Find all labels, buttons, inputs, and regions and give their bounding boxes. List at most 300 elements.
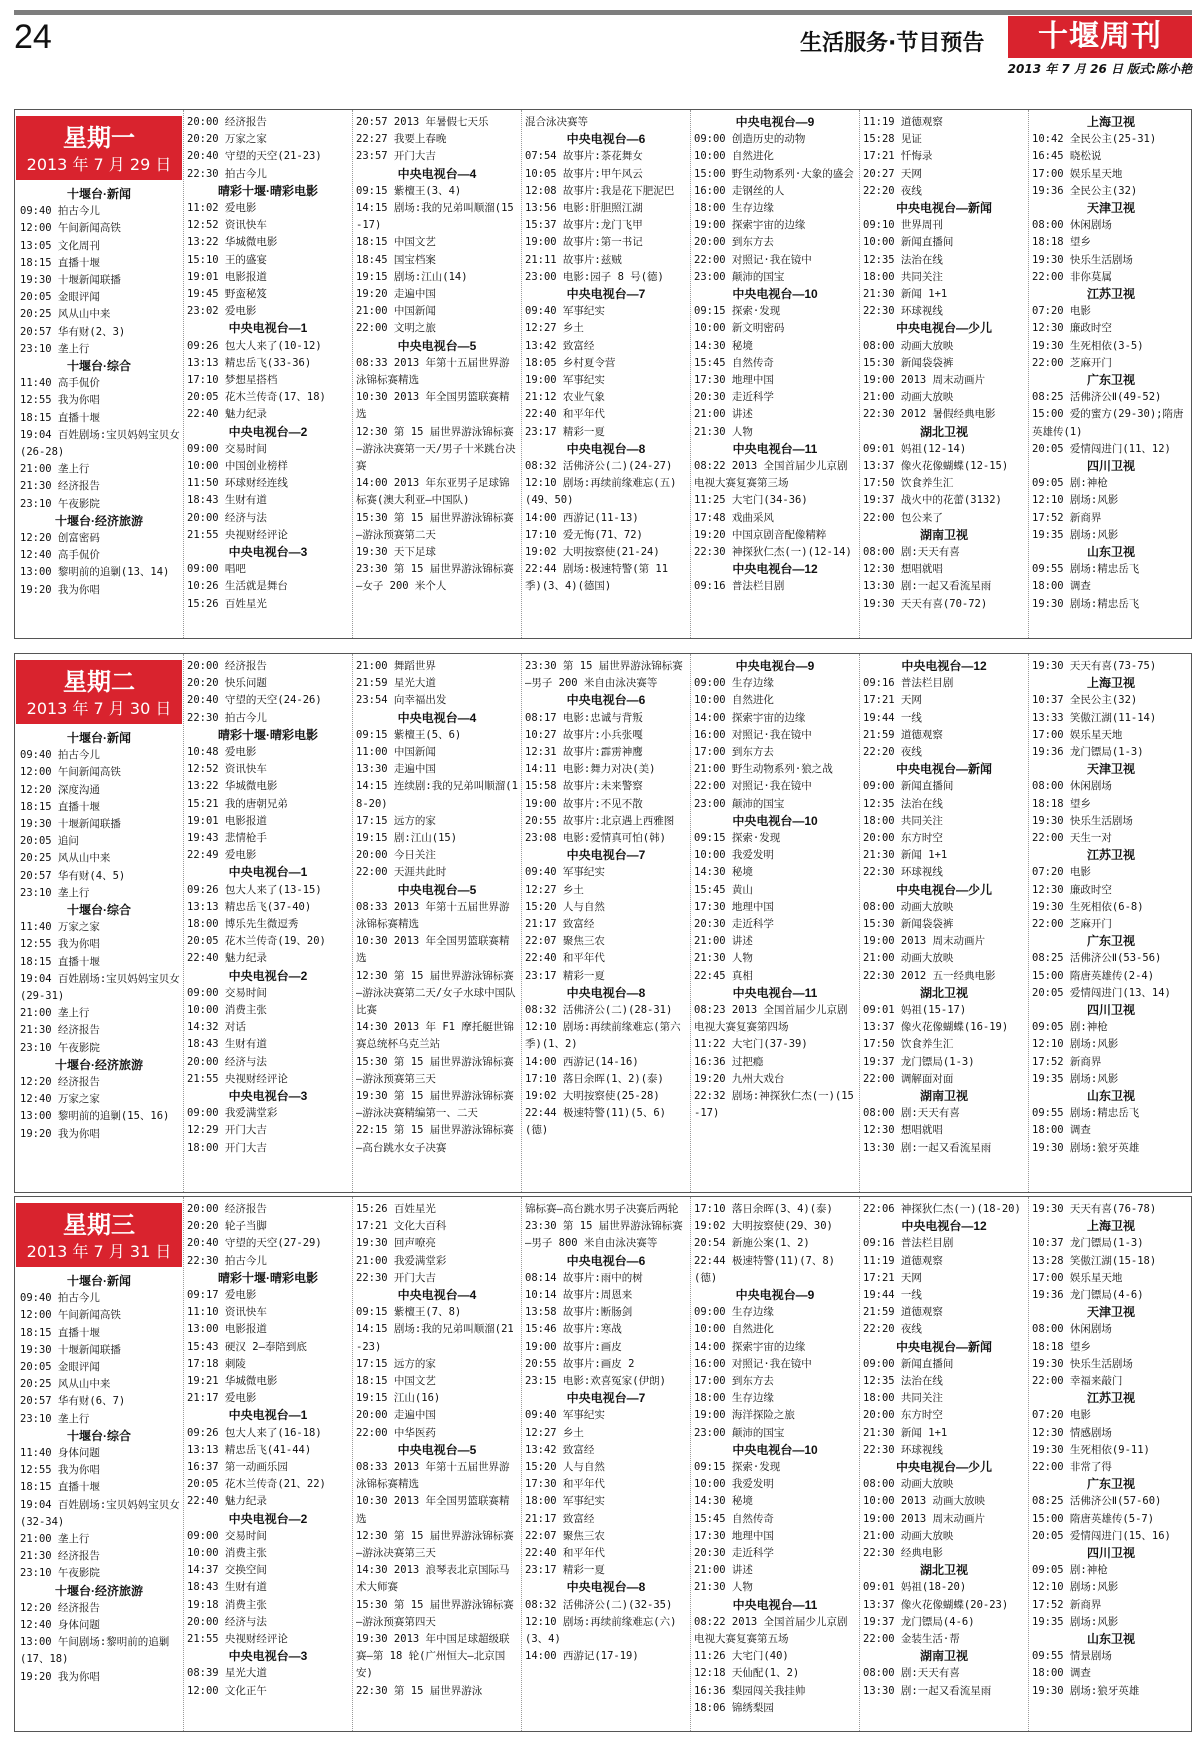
program-listing: 10:00 自然进化 xyxy=(694,1323,774,1336)
program-listing: 13:33 笑傲江湖(11-14) xyxy=(1032,711,1157,724)
channel-header: 江苏卫视 xyxy=(1086,1391,1135,1406)
program-listing: 11:19 道德观察 xyxy=(863,116,943,128)
program-listing: 19:37 龙门镖局(1-3) xyxy=(863,1055,975,1068)
program-listing: 15:00 爱的蜜方(29-30);隋唐英雄传(1) xyxy=(1032,408,1184,438)
program-listing: 09:00 唱吧 xyxy=(187,563,246,576)
program-listing: 15:30 第 15 届世界游泳锦标赛—游泳预赛第二天 xyxy=(356,511,514,541)
program-listing: 15:45 黄山 xyxy=(694,883,753,896)
program-listing: 14:11 电影:舞力对决(美) xyxy=(525,763,656,776)
program-listing: 20:40 守望的天空(21-23) xyxy=(187,150,322,163)
program-listing: 20:57 2013 年暑假七天乐 xyxy=(356,116,489,128)
day-header xyxy=(16,116,182,180)
program-listing: 09:26 包大人来了(10-12) xyxy=(187,339,322,352)
channel-header: 天津卫视 xyxy=(1086,1305,1135,1320)
channel-header: 中央电视台—8 xyxy=(566,441,646,456)
program-listing: 22:30 第 15 届世界游泳 xyxy=(356,1684,483,1697)
program-listing: 20:05 花木兰传奇(21、22) xyxy=(187,1478,326,1491)
program-listing: 19:30 剧场:精忠岳飞 xyxy=(1032,597,1140,610)
channel-header: 十堰台·经济旅游 xyxy=(55,513,143,528)
channel-header: 山东卫视 xyxy=(1086,545,1135,560)
program-listing: 09:05 剧:神枪 xyxy=(1032,477,1108,490)
program-listing: 08:00 休闲剧场 xyxy=(1032,780,1112,793)
schedule-column xyxy=(1029,110,1193,638)
program-listing: 19:00 故事片:第一书记 xyxy=(525,236,643,249)
channel-header: 中央电视台—11 xyxy=(732,1597,818,1612)
channel-header: 中央电视台—少儿 xyxy=(895,1460,992,1475)
program-listing: 17:00 娱乐星天地 xyxy=(1032,728,1123,741)
program-listing: 18:15 直播十堰 xyxy=(20,1481,100,1494)
program-listing: 23:10 垄上行 xyxy=(20,886,90,899)
program-listing: 17:15 远方的家 xyxy=(356,1357,436,1370)
channel-header: 中央电视台—新闻 xyxy=(895,201,992,216)
program-listing: 08:39 星光大道 xyxy=(187,1667,267,1680)
program-listing: 08:33 2013 年第十五届世界游泳锦标赛精选 xyxy=(356,900,510,931)
program-listing: 11:26 大宅门(40) xyxy=(694,1650,789,1663)
channel-header: 中央电视台—12 xyxy=(732,562,818,577)
program-listing: 07:54 故事片:茶花舞女 xyxy=(525,150,643,163)
program-listing: 21:30 新闻 1+1 xyxy=(863,849,948,862)
program-listing: 12:20 经济报告 xyxy=(20,1601,100,1614)
program-listing: 22:20 夜线 xyxy=(863,1323,922,1336)
program-listing: 20:00 经济与法 xyxy=(187,1615,267,1628)
channel-header: 山东卫视 xyxy=(1086,1632,1135,1647)
program-listing: 13:37 像火花像蝴蝶(20-23) xyxy=(863,1598,1009,1611)
program-listing: 21:00 讲述 xyxy=(694,408,753,421)
program-listing: 20:05 金眼评闻 xyxy=(20,1361,100,1374)
schedule-column xyxy=(1029,654,1193,1192)
program-listing: 12:30 廉政时空 xyxy=(1032,322,1112,335)
program-listing: 14:00 西游记(17-19) xyxy=(525,1650,639,1663)
program-listing: 18:00 军事纪实 xyxy=(525,1495,605,1508)
program-listing: 15:30 第 15 届世界游泳锦标赛—游泳预赛第三天 xyxy=(356,1055,514,1085)
program-listing: 19:37 战火中的花蕾(3132) xyxy=(863,494,1002,507)
program-listing: 17:21 忏悔录 xyxy=(863,150,933,163)
program-listing: 19:00 故事片:画皮 xyxy=(525,1340,622,1353)
channel-header: 中央电视台—7 xyxy=(566,1391,646,1406)
channel-header: 中央电视台—8 xyxy=(566,1580,646,1595)
program-listing: 21:30 经济报告 xyxy=(20,480,100,493)
channel-header: 十堰台·新闻 xyxy=(67,1274,131,1288)
schedule-column xyxy=(691,110,860,638)
program-listing: 10:00 我爱发明 xyxy=(694,849,774,862)
program-listing: 22:00 芝麻开门 xyxy=(1032,356,1112,369)
program-listing: 13:22 华城微电影 xyxy=(187,236,278,249)
program-listing: 12:30 第 15 届世界游泳锦标赛—游泳决赛第二天/女子水球中国队比赛 xyxy=(356,969,516,1017)
channel-header: 湖南卫视 xyxy=(919,1089,968,1104)
program-listing: 19:15 剧场:江山(14) xyxy=(356,270,468,283)
program-listing: 07:20 电影 xyxy=(1032,866,1091,879)
program-listing: 锦标赛—高台跳水男子决赛后两轮 xyxy=(525,1203,679,1215)
channel-header: 江苏卫视 xyxy=(1086,287,1135,302)
program-listing: 22:00 非你莫属 xyxy=(1032,270,1112,283)
program-listing: 22:30 开门大吉 xyxy=(356,1271,436,1284)
schedule-column xyxy=(15,1197,184,1731)
program-listing: 13:00 黎明前的追剿(13、14) xyxy=(20,566,170,579)
program-listing: 19:30 生死相依(9-11) xyxy=(1032,1443,1150,1456)
program-listing: 20:27 天网 xyxy=(863,167,922,180)
program-listing: 12:40 高手侃价 xyxy=(20,549,100,562)
program-listing: 09:01 妈祖(15-17) xyxy=(863,1004,967,1017)
program-listing: 18:43 生财有道 xyxy=(187,1038,267,1051)
program-listing: 19:30 生死相依(3-5) xyxy=(1032,339,1144,352)
program-listing: 19:36 龙门镖局(1-3) xyxy=(1032,746,1144,759)
program-listing: 12:10 剧场:再续前缘难忘(五)(49、50) xyxy=(525,477,677,507)
program-listing: 09:05 剧:神枪 xyxy=(1032,1564,1108,1577)
program-listing: 19:00 军事纪实 xyxy=(525,374,605,387)
program-listing: 19:21 华城微电影 xyxy=(187,1375,278,1388)
program-listing: 21:59 道德观察 xyxy=(863,1306,943,1319)
program-listing: 22:45 真相 xyxy=(694,969,753,982)
program-listing: 08:00 动画大放映 xyxy=(863,1478,954,1491)
program-listing: 09:16 普法栏目剧 xyxy=(863,1237,954,1250)
program-listing: 23:30 第 15 届世界游泳锦标赛—女子 200 米个人 xyxy=(356,563,514,593)
program-listing: 21:30 人物 xyxy=(694,1581,753,1594)
program-listing: 13:42 致富经 xyxy=(525,339,595,352)
program-listing: 09:00 交易时间 xyxy=(187,986,267,999)
program-listing: 21:00 动画大放映 xyxy=(863,391,954,404)
program-listing: 12:20 经济报告 xyxy=(20,1076,100,1089)
program-listing: 15:00 隋唐英雄传(5-7) xyxy=(1032,1512,1155,1525)
program-listing: 17:00 到东方去 xyxy=(694,746,774,759)
schedule-column xyxy=(860,110,1029,638)
program-listing: 09:00 我爱满堂彩 xyxy=(187,1107,278,1120)
program-listing: 12:55 我为你唱 xyxy=(20,1464,100,1477)
program-listing: 11:25 大宅门(34-36) xyxy=(694,494,808,507)
program-listing: 18:18 望乡 xyxy=(1032,236,1091,249)
program-listing: 20:57 华有财(6、7) xyxy=(20,1395,126,1408)
program-listing: 21:11 故事片:兹贼 xyxy=(525,253,622,266)
program-listing: 21:59 星光大道 xyxy=(356,677,436,690)
channel-header: 十堰台·经济旅游 xyxy=(55,1583,143,1598)
program-listing: 10:00 消费主张 xyxy=(187,1004,267,1017)
channel-header: 中央电视台—8 xyxy=(566,985,646,1000)
program-listing: 09:40 拍古今儿 xyxy=(20,749,100,762)
program-listing: 10:30 2013 年全国男篮联赛精选 xyxy=(356,1495,510,1525)
day-date: 2013 年 7 月 30 日 xyxy=(26,699,172,718)
program-listing: 17:50 饮食养生汇 xyxy=(863,1038,954,1051)
channel-header: 十堰台·新闻 xyxy=(67,187,131,201)
program-listing: 08:17 电影:忠诚与背叛 xyxy=(525,711,643,724)
program-listing: 18:18 望乡 xyxy=(1032,797,1091,810)
schedule-column xyxy=(691,1197,860,1731)
program-listing: 17:30 地理中国 xyxy=(694,1529,774,1542)
program-listing: 09:15 紫檀王(5、6) xyxy=(356,728,462,741)
program-listing: 20:20 轮子当脚 xyxy=(187,1220,267,1233)
program-listing: 23:30 第 15 届世界游泳锦标赛—男子 200 米自由泳决赛等 xyxy=(525,660,683,690)
channel-header: 晴彩十堰·晴彩电影 xyxy=(218,727,318,742)
channel-header: 中央电视台—4 xyxy=(397,1288,477,1303)
program-listing: 14:30 2013 年 F1 摩托艇世锦赛总统杯乌克兰站 xyxy=(356,1021,514,1051)
program-listing: 14:30 2013 浪琴表北京国际马术大师赛 xyxy=(356,1564,510,1594)
program-listing: 23:17 精彩一夏 xyxy=(525,425,605,438)
program-listing: 12:30 第 15 届世界游泳锦标赛—游泳决赛第三天 xyxy=(356,1529,514,1560)
program-listing: 12:35 法治在线 xyxy=(863,1375,943,1388)
program-listing: 18:00 生存边缘 xyxy=(694,202,774,215)
channel-header: 中央电视台—2 xyxy=(228,1511,308,1526)
program-listing: 09:01 妈祖(18-20) xyxy=(863,1581,967,1594)
program-listing: 08:00 剧:天天有喜 xyxy=(863,1107,960,1120)
program-listing: 12:31 故事片:霹雳神鹰 xyxy=(525,746,643,759)
program-listing: 20:00 走遍中国 xyxy=(356,1409,436,1422)
program-listing: 14:30 秘境 xyxy=(694,866,753,879)
program-listing: 19:20 中国京剧音配像精粹 xyxy=(694,528,827,541)
program-listing: 20:05 花木兰传奇(17、18) xyxy=(187,391,326,404)
program-listing: 10:26 生活就是舞台 xyxy=(187,580,288,593)
program-listing: 18:00 共同关注 xyxy=(863,270,943,283)
program-listing: 22:44 剧场:极速特警(第 11 季)(3、4)(德国) xyxy=(525,563,675,593)
program-listing: 13:58 故事片:断肠剑 xyxy=(525,1306,633,1319)
program-listing: 23:10 垄上行 xyxy=(20,1412,90,1425)
program-listing: 21:59 道德观察 xyxy=(863,728,943,741)
program-listing: 09:40 军事纪实 xyxy=(525,866,605,879)
program-listing: 23:17 精彩一夏 xyxy=(525,969,605,982)
program-listing: 20:40 守望的天空(24-26) xyxy=(187,694,322,707)
day-date: 2013 年 7 月 31 日 xyxy=(26,1242,172,1261)
program-listing: 21:55 央视财经评论 xyxy=(187,1633,288,1646)
day-name: 星期三 xyxy=(63,1210,135,1239)
program-listing: 18:15 直播十堰 xyxy=(20,411,100,424)
program-listing: 13:30 剧:一起又看流星雨 xyxy=(863,1684,992,1697)
program-listing: 08:00 剧:天天有喜 xyxy=(863,1667,960,1680)
program-listing: 19:36 龙门镖局(4-6) xyxy=(1032,1289,1144,1302)
program-listing: 21:17 致富经 xyxy=(525,1512,595,1525)
program-listing: 21:00 野生动物系列·狼之战 xyxy=(694,763,833,776)
program-listing: 23:10 垄上行 xyxy=(20,342,90,355)
program-listing: 11:40 身体问题 xyxy=(20,1447,100,1460)
program-listing: 19:04 百姓剧场:宝贝妈妈宝贝女(26-28) xyxy=(20,428,180,459)
program-listing: 14:15 剧场:我的兄弟叫顺溜(21-23) xyxy=(356,1323,514,1353)
program-listing: 13:22 华城微电影 xyxy=(187,780,278,793)
top-rule xyxy=(14,10,1192,15)
program-listing: 22:20 夜线 xyxy=(863,184,922,197)
program-listing: 22:00 对照记·我在镜中 xyxy=(694,780,812,793)
channel-header: 天津卫视 xyxy=(1086,201,1135,216)
program-listing: 08:33 2013 年第十五届世界游泳锦标赛精选 xyxy=(356,356,510,387)
program-listing: 23:10 午夜影院 xyxy=(20,1041,100,1054)
program-listing: 12:52 资讯快车 xyxy=(187,763,267,776)
program-listing: 22:40 魅力纪录 xyxy=(187,952,267,965)
day-block-tuesday xyxy=(14,653,1192,1193)
program-listing: 22:30 经典电影 xyxy=(863,1547,943,1560)
program-listing: 09:00 新闻直播间 xyxy=(863,780,954,793)
program-listing: 23:10 午夜影院 xyxy=(20,497,100,510)
program-listing: 22:15 第 15 届世界游泳锦标赛—高台跳水女子决赛 xyxy=(356,1124,514,1154)
program-listing: 12:35 法治在线 xyxy=(863,253,943,266)
program-listing: 20:00 经济与法 xyxy=(187,511,267,524)
program-listing: 22:07 聚焦三农 xyxy=(525,1529,605,1542)
program-listing: 15:00 隋唐英雄传(2-4) xyxy=(1032,969,1155,982)
program-listing: 12:30 第 15 届世界游泳锦标赛—游泳决赛第一天/男子十米跳台决赛 xyxy=(356,425,516,473)
program-listing: 10:48 爱电影 xyxy=(187,746,257,759)
program-listing: 19:01 电影报道 xyxy=(187,270,267,283)
channel-header: 广东卫视 xyxy=(1086,1477,1135,1492)
program-listing: 18:00 博乐先生微逗秀 xyxy=(187,918,299,931)
program-listing: 22:00 包公来了 xyxy=(863,511,943,524)
program-listing: 12:00 午间新闻高铁 xyxy=(20,222,121,235)
program-listing: 13:05 文化周刊 xyxy=(20,239,100,252)
program-listing: 22:00 天生一对 xyxy=(1032,832,1112,845)
program-listing: 10:27 故事片:小兵张嘎 xyxy=(525,728,643,741)
channel-header: 四川卫视 xyxy=(1086,1546,1135,1561)
program-listing: 22:00 对照记·我在镜中 xyxy=(694,253,812,266)
program-listing: 22:00 芝麻开门 xyxy=(1032,918,1112,931)
program-listing: 13:00 黎明前的追剿(15、16) xyxy=(20,1110,170,1123)
program-listing: 14:15 连续剧:我的兄弟叫顺溜(18-20) xyxy=(356,780,518,810)
program-listing: 22:00 金装生活·帮 xyxy=(863,1633,960,1646)
program-listing: 23:00 电影:园子 8 号(德) xyxy=(525,270,664,283)
channel-header: 湖南卫视 xyxy=(919,1649,968,1664)
program-listing: 15:26 百姓星光 xyxy=(187,597,267,610)
program-listing: 08:23 2013 全国首届少儿京剧电视大赛复赛第四场 xyxy=(694,1004,848,1034)
program-listing: 15:28 见证 xyxy=(863,133,922,146)
channel-header: 晴彩十堰·晴彩电影 xyxy=(218,183,318,198)
program-listing: 17:48 戏曲采风 xyxy=(694,511,774,524)
channel-header: 湖北卫视 xyxy=(919,985,968,1000)
program-listing: 22:32 剧场:神探狄仁杰(一)(15-17) xyxy=(694,1090,854,1120)
program-listing: 19:30 十堰新闻联播 xyxy=(20,818,121,831)
channel-header: 中央电视台—2 xyxy=(228,424,308,439)
program-listing: 19:00 故事片:不见不散 xyxy=(525,797,643,810)
program-listing: 12:08 故事片:我是花下肥泥巴 xyxy=(525,184,675,197)
program-listing: 10:00 我爱发明 xyxy=(694,1478,774,1491)
program-listing: 20:05 爱情闯进门(11、12) xyxy=(1032,442,1171,455)
channel-header: 中央电视台—7 xyxy=(566,848,646,863)
program-listing: 14:30 秘境 xyxy=(694,1495,753,1508)
channel-header: 上海卫视 xyxy=(1086,115,1135,129)
program-listing: 20:57 华有财(2、3) xyxy=(20,325,126,338)
program-listing: 21:00 动画大放映 xyxy=(863,952,954,965)
program-listing: 22:49 爱电影 xyxy=(187,849,257,862)
program-listing: 11:10 资讯快车 xyxy=(187,1306,267,1319)
program-listing: 23:00 颠沛的国宝 xyxy=(694,1426,785,1439)
program-listing: 18:00 调查 xyxy=(1032,1667,1091,1680)
program-listing: 12:18 天仙配(1、2) xyxy=(694,1667,800,1680)
channel-header: 上海卫视 xyxy=(1086,676,1135,691)
program-listing: 17:30 地理中国 xyxy=(694,374,774,387)
program-listing: 12:20 创富密码 xyxy=(20,532,100,545)
program-listing: 10:05 故事片:甲午风云 xyxy=(525,167,643,180)
channel-header: 四川卫视 xyxy=(1086,1003,1135,1018)
program-listing: 20:40 守望的天空(27-29) xyxy=(187,1237,322,1250)
program-listing: 22:30 环球视线 xyxy=(863,866,943,879)
program-listing: 19:30 剧场:狼牙英雄 xyxy=(1032,1684,1140,1697)
program-listing: 12:40 身体问题 xyxy=(20,1619,100,1632)
program-listing: 13:00 电影报道 xyxy=(187,1323,267,1336)
program-listing: 21:17 致富经 xyxy=(525,918,595,931)
program-listing: 12:30 想唱就唱 xyxy=(863,563,943,576)
program-listing: 11:40 高手侃价 xyxy=(20,377,100,390)
day-name: 星期二 xyxy=(63,667,135,696)
program-listing: 15:26 百姓星光 xyxy=(356,1203,436,1215)
program-listing: 16:36 过把瘾 xyxy=(694,1055,764,1068)
program-listing: 07:20 电影 xyxy=(1032,1409,1091,1422)
program-listing: 17:15 远方的家 xyxy=(356,814,436,827)
program-listing: 20:55 故事片:画皮 2 xyxy=(525,1357,635,1370)
program-listing: 09:40 军事纪实 xyxy=(525,305,605,318)
program-listing: 08:33 2013 年第十五届世界游泳锦标赛精选 xyxy=(356,1461,510,1491)
program-listing: 19:30 天天有喜(73-75) xyxy=(1032,660,1157,672)
channel-header: 中央电视台—少儿 xyxy=(895,882,992,897)
channel-header: 中央电视台—7 xyxy=(566,287,646,302)
schedule-column xyxy=(522,110,691,638)
program-listing: 19:35 剧场:风影 xyxy=(1032,528,1119,541)
program-listing: 10:00 新闻直播间 xyxy=(863,236,954,249)
program-listing: 13:13 精忠岳飞(41-44) xyxy=(187,1443,312,1456)
program-listing: 18:15 中国文艺 xyxy=(356,1375,436,1388)
program-listing: 09:55 情景剧场 xyxy=(1032,1650,1112,1663)
program-listing: 10:00 中国创业榜样 xyxy=(187,460,288,473)
program-listing: 20:05 花木兰传奇(19、20) xyxy=(187,935,326,948)
program-listing: 18:00 共同关注 xyxy=(863,1392,943,1405)
program-listing: 09:00 生存边缘 xyxy=(694,1306,774,1319)
program-listing: 19:20 走遍中国 xyxy=(356,288,436,301)
channel-header: 中央电视台—10 xyxy=(732,813,818,828)
program-listing: 10:00 自然进化 xyxy=(694,150,774,163)
program-listing: 15:45 自然传奇 xyxy=(694,356,774,369)
program-listing: 21:30 人物 xyxy=(694,952,753,965)
program-listing: 21:30 人物 xyxy=(694,425,753,438)
program-listing: 10:00 2013 动画大放映 xyxy=(863,1495,986,1508)
program-listing: 08:14 故事片:雨中的树 xyxy=(525,1271,643,1284)
program-listing: 08:00 动画大放映 xyxy=(863,339,954,352)
schedule-column xyxy=(184,654,353,1192)
program-listing: 20:25 风从山中来 xyxy=(20,852,111,865)
program-listing: 08:22 2013 全国首届少儿京剧电视大赛复赛第五场 xyxy=(694,1615,848,1646)
program-listing: 22:30 拍古今儿 xyxy=(187,711,267,724)
program-listing: 12:20 深度沟通 xyxy=(20,783,100,796)
program-listing: 14:00 2013 年东亚男子足球锦标赛(澳大利亚—中国队) xyxy=(356,477,510,507)
program-listing: 22:40 魅力纪录 xyxy=(187,408,267,421)
schedule-column xyxy=(184,1197,353,1731)
program-listing: 20:05 爱情闯进门(13、14) xyxy=(1032,986,1171,999)
program-listing: 21:55 央视财经评论 xyxy=(187,528,288,541)
program-listing: 22:30 拍古今儿 xyxy=(187,1254,267,1267)
program-listing: 17:00 娱乐星天地 xyxy=(1032,167,1123,180)
program-listing: 21:00 垄上行 xyxy=(20,1533,90,1546)
program-listing: 20:54 新施公案(1、2) xyxy=(694,1237,810,1250)
program-listing: 19:30 第 15 届世界游泳锦标赛—游泳决赛精编第一、二天 xyxy=(356,1090,514,1120)
program-listing: 21:00 动画大放映 xyxy=(863,1529,954,1542)
program-listing: 17:10 落日余晖(1、2)(泰) xyxy=(525,1072,664,1085)
channel-header: 中央电视台—6 xyxy=(566,1253,646,1268)
program-listing: 23:02 爱电影 xyxy=(187,305,257,318)
program-listing: 21:30 新闻 1+1 xyxy=(863,1426,948,1439)
channel-header: 中央电视台—9 xyxy=(735,659,815,673)
program-listing: 20:25 风从山中来 xyxy=(20,1378,111,1391)
program-listing: 11:22 大宅门(37-39) xyxy=(694,1038,808,1051)
program-listing: 22:00 文明之旅 xyxy=(356,322,436,335)
program-listing: 22:30 环球视线 xyxy=(863,305,943,318)
program-listing: 12:10 剧场:风影 xyxy=(1032,1038,1119,1051)
program-listing: 19:30 十堰新闻联播 xyxy=(20,274,121,287)
program-listing: 23:00 颠沛的国宝 xyxy=(694,797,785,810)
program-listing: 17:52 新商界 xyxy=(1032,511,1102,524)
channel-header: 中央电视台—4 xyxy=(397,166,477,181)
program-listing: 13:30 剧:一起又看流星雨 xyxy=(863,1141,992,1154)
channel-header: 中央电视台—1 xyxy=(228,321,308,336)
program-listing: 09:15 紫檀王(7、8) xyxy=(356,1306,462,1319)
program-listing: 09:00 创造历史的动物 xyxy=(694,133,806,146)
program-listing: 10:37 龙门镖局(1-3) xyxy=(1032,1237,1144,1250)
program-listing: 09:40 拍古今儿 xyxy=(20,205,100,218)
channel-header: 广东卫视 xyxy=(1086,373,1135,388)
program-listing: 12:27 乡土 xyxy=(525,1426,584,1439)
program-listing: 08:32 活佛济公(二)(24-27) xyxy=(525,460,673,473)
program-listing: 22:00 幸福来敲门 xyxy=(1032,1375,1123,1388)
program-listing: 08:00 休闲剧场 xyxy=(1032,219,1112,232)
channel-header: 十堰台·经济旅游 xyxy=(55,1057,143,1072)
program-listing: 08:00 休闲剧场 xyxy=(1032,1323,1112,1336)
